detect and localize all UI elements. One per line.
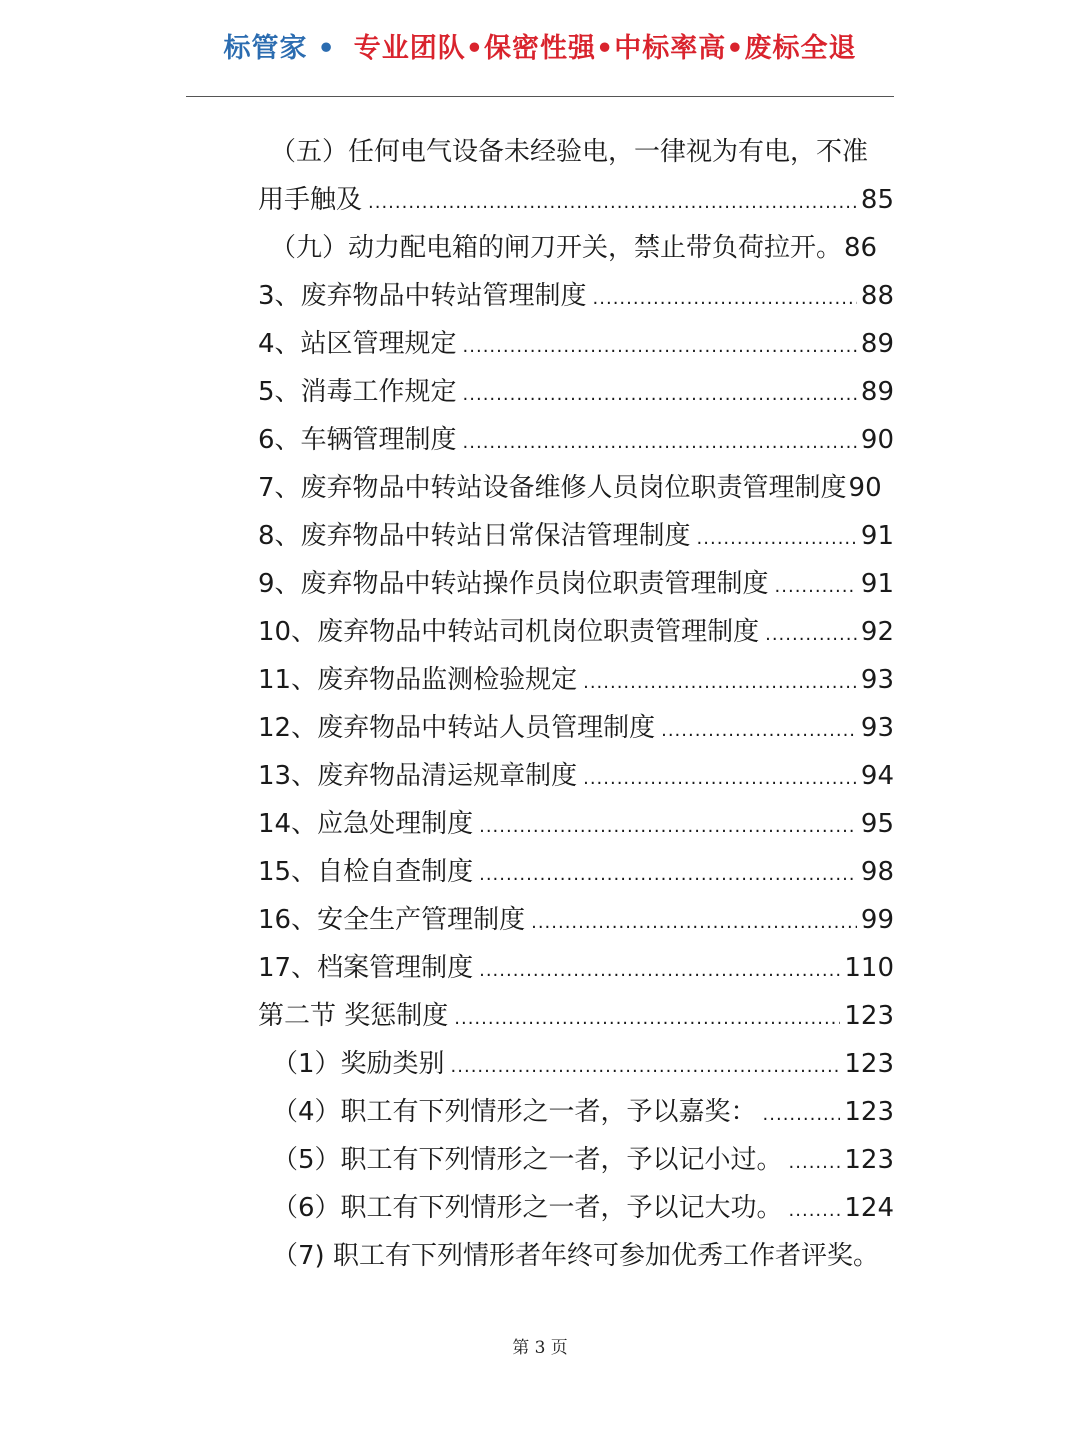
toc-entry	[258, 512, 894, 560]
toc-entry-title: 11、废弃物品监测检验规定	[258, 665, 578, 695]
brand-name: 标管家	[223, 33, 308, 64]
page-number: 第 3 页	[512, 1338, 568, 1358]
toc-dot-leader	[583, 755, 857, 803]
toc-entry-page: 89	[860, 377, 894, 407]
document-header	[0, 26, 1080, 65]
toc-entry-title: 9、废弃物品中转站操作员岗位职责管理制度	[258, 569, 769, 599]
toc-entry-title: （6）职工有下列情形之一者，予以记大功。	[272, 1193, 783, 1223]
toc-entry	[272, 1232, 912, 1280]
toc-entry-page: 90	[860, 425, 894, 455]
toc-dot-leader	[661, 707, 857, 755]
toc-entry	[272, 1040, 894, 1088]
toc-entry	[258, 704, 894, 752]
toc-entry-title: 10、废弃物品中转站司机岗位职责管理制度	[258, 617, 760, 647]
toc-entry-page: 110	[844, 953, 894, 983]
toc-dot-leader	[583, 659, 857, 707]
toc-dot-leader	[463, 371, 857, 419]
toc-entry	[272, 1184, 894, 1232]
toc-entry	[258, 752, 894, 800]
toc-entry	[258, 992, 894, 1040]
toc-dot-leader	[479, 947, 840, 995]
toc-entry	[258, 656, 894, 704]
toc-entry-title: （1）奖励类别	[272, 1049, 445, 1079]
toc-entry-title: 13、废弃物品清运规章制度	[258, 761, 578, 791]
toc-entry-page: 124	[844, 1193, 894, 1223]
toc-entry-title: 7、废弃物品中转站设备维修人员岗位职责管理制度	[258, 473, 847, 503]
toc-entry-title: （4）职工有下列情形之一者，予以嘉奖：	[272, 1097, 757, 1127]
toc-entry-page: 91	[860, 569, 894, 599]
toc-entry	[270, 224, 910, 272]
toc-entry-page: 123	[844, 1145, 894, 1175]
toc-dot-leader	[697, 515, 857, 563]
header-separator: •	[317, 33, 336, 64]
toc-dot-leader	[463, 419, 857, 467]
toc-entry-page: 89	[860, 329, 894, 359]
toc-entry	[258, 944, 894, 992]
toc-entry-title: （五）任何电气设备未经验电，一律视为有电，不准	[270, 137, 869, 167]
toc-entry-page: 93	[860, 665, 894, 695]
toc-entry-page: 88	[860, 281, 894, 311]
toc-entry	[258, 896, 894, 944]
toc-dot-leader	[765, 611, 857, 659]
toc-entry-title: 12、废弃物品中转站人员管理制度	[258, 713, 656, 743]
toc-entry-page: 90	[848, 473, 882, 503]
toc-dot-leader	[451, 1043, 841, 1091]
toc-entry-title: 5、消毒工作规定	[258, 377, 457, 407]
toc-entry-page: 123	[844, 1049, 894, 1079]
header-slogan: 专业团队•保密性强•中标率高•废标全退	[353, 33, 857, 64]
toc-entry	[258, 848, 894, 896]
header-divider	[186, 96, 894, 97]
toc-dot-leader	[368, 179, 857, 227]
toc-entry-title: 16、安全生产管理制度	[258, 905, 526, 935]
toc-entry-page: 95	[860, 809, 894, 839]
toc-entry-title: （5）职工有下列情形之一者，予以记小过。	[272, 1145, 783, 1175]
toc-dot-leader	[454, 995, 840, 1043]
toc-dot-leader	[593, 275, 857, 323]
toc-entry	[258, 560, 894, 608]
toc-dot-leader	[479, 851, 857, 899]
toc-entry-page: 98	[860, 857, 894, 887]
toc-entry-page: 92	[860, 617, 894, 647]
toc-entry	[258, 368, 894, 416]
toc-entry-title: （7) 职工有下列情形者年终可参加优秀工作者评奖。	[272, 1241, 879, 1271]
toc-entry-page: 123	[844, 1001, 894, 1031]
toc-entry-title: 8、废弃物品中转站日常保洁管理制度	[258, 521, 691, 551]
toc-entry-page: 86	[844, 233, 878, 263]
toc-entry	[272, 1136, 894, 1184]
toc-entry	[258, 320, 894, 368]
toc-entry	[258, 608, 894, 656]
toc-entry	[258, 464, 922, 512]
toc-dot-leader	[463, 323, 857, 371]
toc-entry	[258, 272, 894, 320]
toc-entry-title: 用手触及	[258, 185, 363, 215]
toc-entry-title: 3、废弃物品中转站管理制度	[258, 281, 587, 311]
toc-entry	[258, 800, 894, 848]
toc-entry-title: 6、车辆管理制度	[258, 425, 457, 455]
toc-entry-title: 17、档案管理制度	[258, 953, 474, 983]
toc-dot-leader	[531, 899, 857, 947]
toc-entry-page: 93	[860, 713, 894, 743]
toc-entry-page: 91	[860, 521, 894, 551]
toc-entry-title: 第二节 奖惩制度	[258, 1001, 449, 1031]
toc-entry-title: 15、自检自查制度	[258, 857, 474, 887]
toc-entry-page: 123	[844, 1097, 894, 1127]
toc-entry-title: （九）动力配电箱的闸刀开关，禁止带负荷拉开。	[270, 233, 843, 263]
toc-dot-leader	[789, 1187, 841, 1235]
toc-dot-leader	[763, 1091, 841, 1139]
toc-entry	[258, 416, 894, 464]
toc-entry	[272, 1088, 894, 1136]
toc-dot-leader	[775, 563, 857, 611]
toc-entry-title: 4、站区管理规定	[258, 329, 457, 359]
toc-entry	[270, 128, 910, 176]
toc-dot-leader	[789, 1139, 841, 1187]
toc-dot-leader	[479, 803, 857, 851]
toc-entry-page: 99	[860, 905, 894, 935]
toc-entry-page: 94	[860, 761, 894, 791]
toc-entry-title: 14、应急处理制度	[258, 809, 474, 839]
toc-entry	[258, 176, 894, 224]
toc-entry-page: 85	[860, 185, 894, 215]
